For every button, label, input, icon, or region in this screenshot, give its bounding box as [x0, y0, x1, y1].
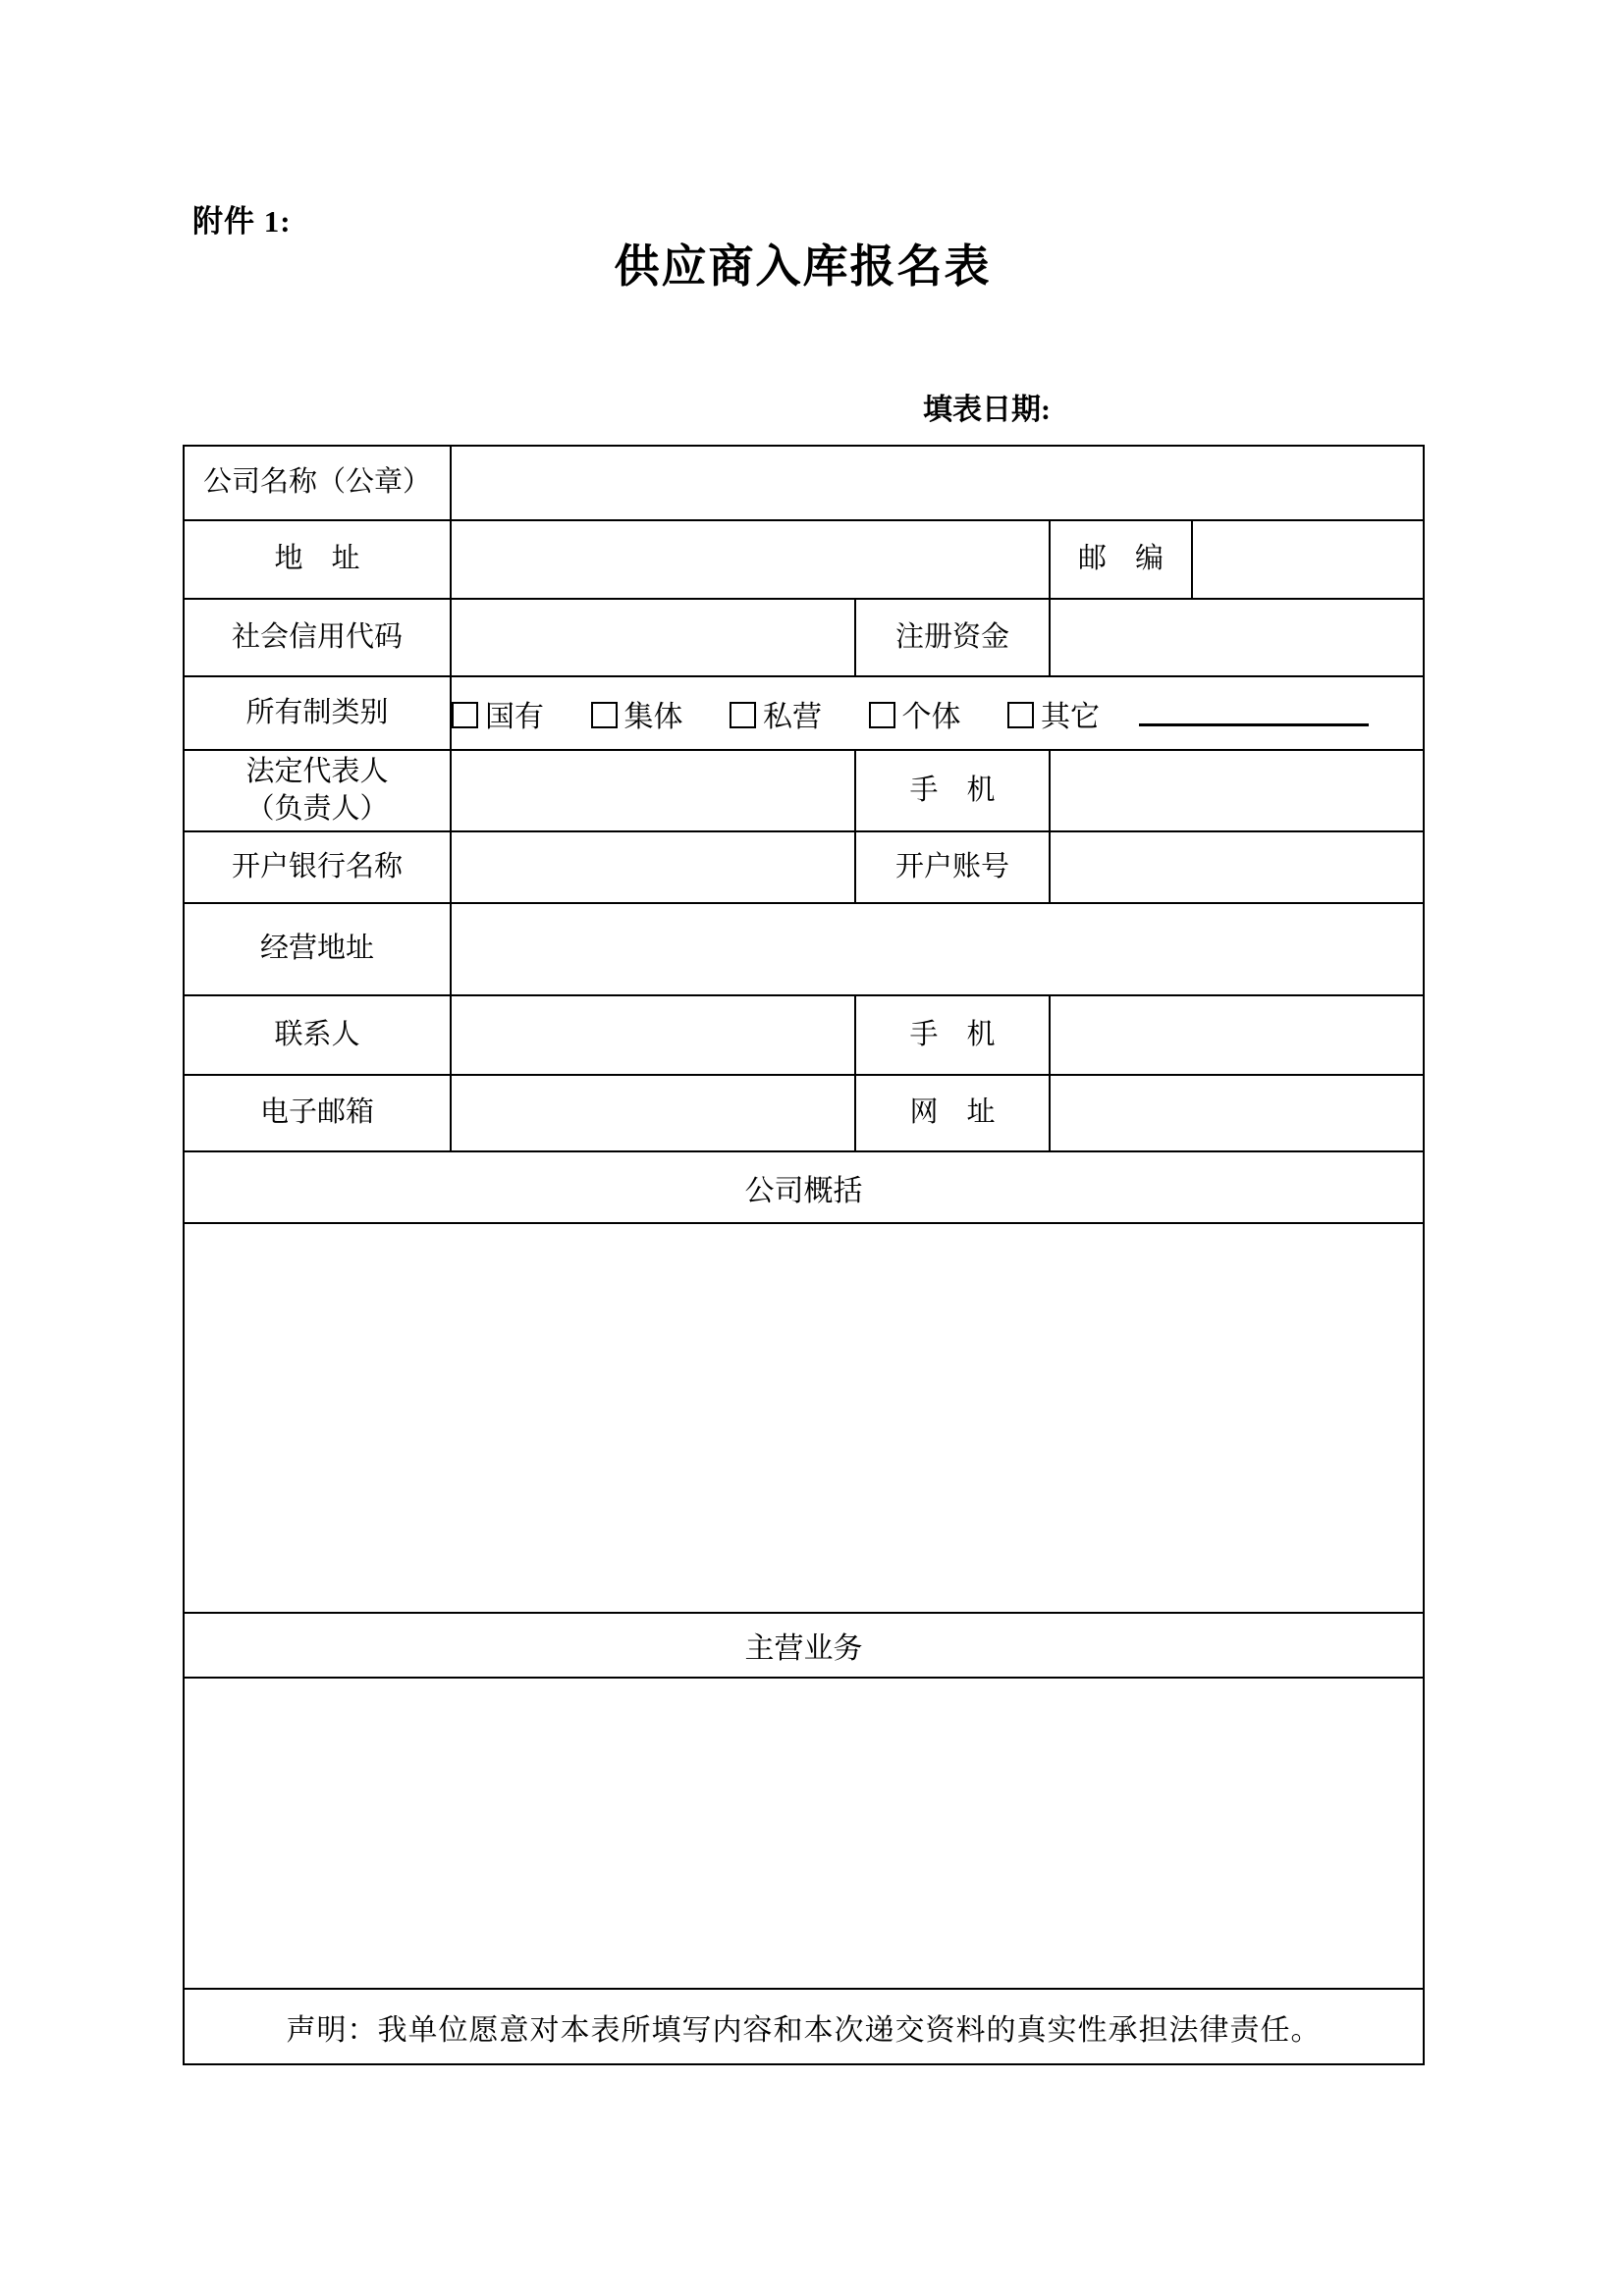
- row-company-profile-header: [184, 1151, 1424, 1223]
- ownership-option-label: 国有: [485, 700, 544, 733]
- checkbox-icon[interactable]: [730, 702, 756, 728]
- supplier-form-table: [183, 445, 1425, 2065]
- checkbox-icon[interactable]: [452, 702, 478, 728]
- legal-rep-input-cell[interactable]: [451, 750, 855, 831]
- attachment-label: 附件 1:: [192, 204, 292, 239]
- legal-rep-label: [184, 750, 451, 831]
- declaration-text: 声明：我单位愿意对本表所填写内容和本次递交资料的真实性承担法律责任。: [184, 1989, 1424, 2064]
- registered-capital-label: 注册资金: [855, 599, 1050, 676]
- ownership-option-other: [1007, 692, 1100, 735]
- company-name-label: 公司名称（公章）: [184, 446, 451, 520]
- row-declaration: [184, 1989, 1424, 2064]
- mobile-input-cell[interactable]: [1050, 750, 1424, 831]
- other-fill-line[interactable]: [1139, 694, 1369, 726]
- row-email: [184, 1075, 1424, 1151]
- checkbox-icon[interactable]: [869, 702, 895, 728]
- company-profile-input-cell[interactable]: [184, 1223, 1424, 1613]
- row-contact: [184, 995, 1424, 1075]
- credit-code-label: 社会信用代码: [184, 599, 451, 676]
- row-main-business-header: [184, 1613, 1424, 1678]
- credit-code-input-cell[interactable]: [451, 599, 855, 676]
- row-company-profile-body: [184, 1223, 1424, 1613]
- email-input-cell[interactable]: [451, 1075, 855, 1151]
- contact-mobile-label: 手 机: [855, 995, 1050, 1075]
- row-ownership: [184, 676, 1424, 750]
- address-label: 地 址: [184, 520, 451, 599]
- contact-person-input-cell[interactable]: [451, 995, 855, 1075]
- row-legal-rep: [184, 750, 1424, 831]
- email-label: 电子邮箱: [184, 1075, 451, 1151]
- postal-code-label: 邮 编: [1050, 520, 1192, 599]
- row-address: [184, 520, 1424, 599]
- ownership-option-collective: [591, 692, 683, 735]
- legal-rep-label-line1: 法定代表人: [245, 755, 389, 787]
- ownership-option-label: 其它: [1041, 700, 1100, 733]
- legal-rep-label-line2: （负责人）: [245, 792, 389, 825]
- postal-code-input-cell[interactable]: [1192, 520, 1424, 599]
- company-profile-header: 公司概括: [184, 1151, 1424, 1223]
- business-address-input-cell[interactable]: [451, 903, 1424, 995]
- page-title: 供应商入库报名表: [614, 241, 992, 292]
- row-company-name: [184, 446, 1424, 520]
- ownership-option-state-owned: [452, 692, 544, 735]
- ownership-option-individual: [869, 692, 961, 735]
- row-business-address: [184, 903, 1424, 995]
- row-main-business-body: [184, 1678, 1424, 1989]
- ownership-option-private: [730, 692, 822, 735]
- ownership-option-label: 私营: [763, 700, 822, 733]
- website-input-cell[interactable]: [1050, 1075, 1424, 1151]
- website-label: 网 址: [855, 1075, 1050, 1151]
- registered-capital-input-cell[interactable]: [1050, 599, 1424, 676]
- main-business-input-cell[interactable]: [184, 1678, 1424, 1989]
- bank-name-input-cell[interactable]: [451, 831, 855, 903]
- address-input-cell[interactable]: [451, 520, 1050, 599]
- bank-account-label: 开户账号: [855, 831, 1050, 903]
- date-label: 填表日期:: [923, 394, 1051, 426]
- business-address-label: 经营地址: [184, 903, 451, 995]
- checkbox-icon[interactable]: [591, 702, 618, 728]
- ownership-option-label: 个体: [901, 700, 961, 733]
- contact-mobile-input-cell[interactable]: [1050, 995, 1424, 1075]
- date-line: [183, 385, 1423, 428]
- row-credit-code: [184, 599, 1424, 676]
- checkbox-icon[interactable]: [1007, 702, 1034, 728]
- main-business-header: 主营业务: [184, 1613, 1424, 1678]
- ownership-option-label: 集体: [623, 700, 683, 733]
- ownership-label: 所有制类别: [184, 676, 451, 750]
- bank-name-label: 开户银行名称: [184, 831, 451, 903]
- bank-account-input-cell[interactable]: [1050, 831, 1424, 903]
- mobile-label: 手 机: [855, 750, 1050, 831]
- row-bank: [184, 831, 1424, 903]
- contact-person-label: 联系人: [184, 995, 451, 1075]
- ownership-options-cell: [451, 676, 1424, 750]
- company-name-input-cell[interactable]: [451, 446, 1424, 520]
